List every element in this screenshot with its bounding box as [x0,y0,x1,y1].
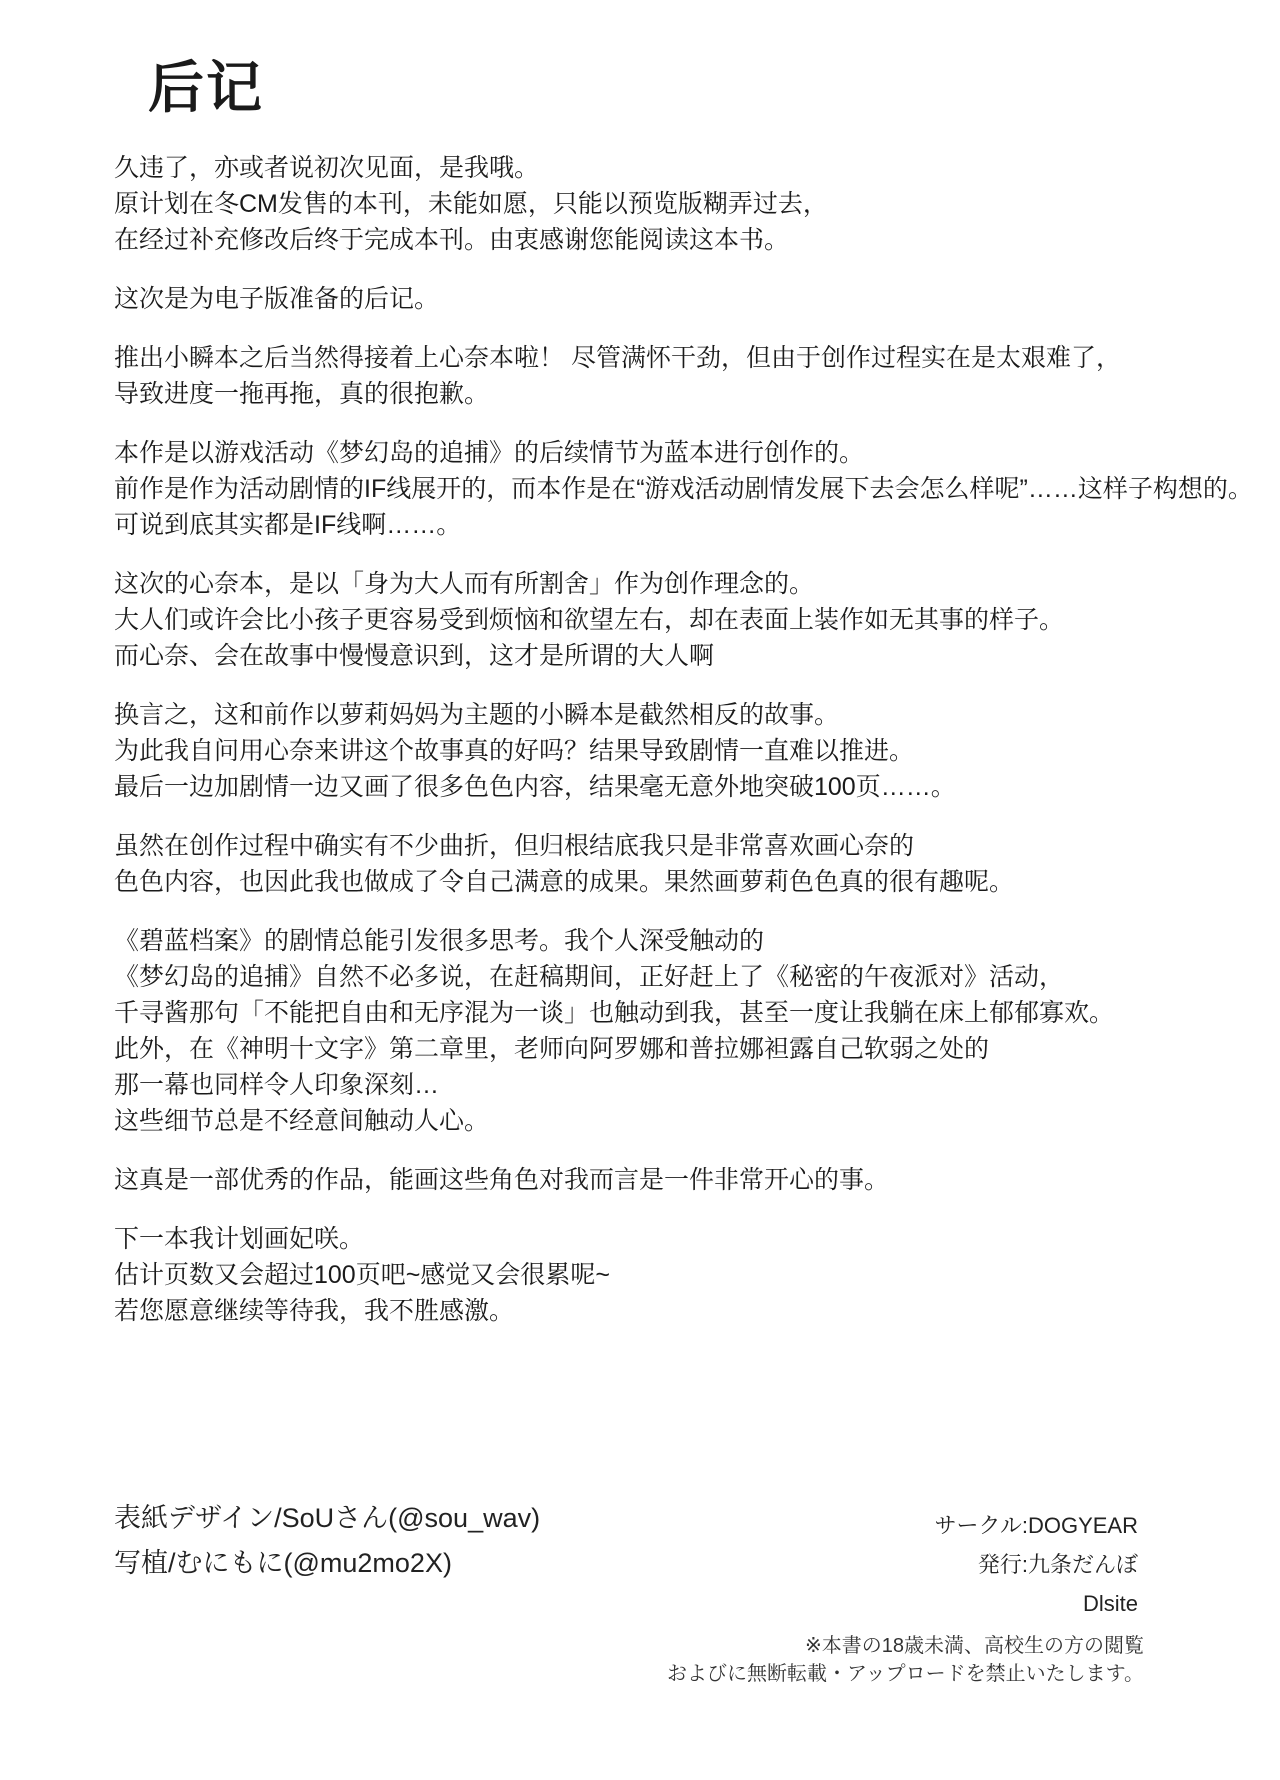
text-line: 这真是一部优秀的作品，能画这些角色对我而言是一件非常开心的事。 [114,1166,890,1194]
credits-left [114,1496,540,1586]
paragraph-contrast [114,697,1274,805]
text-line: 这次的心奈本，是以「身为大人而有所割舍」作为创作理念的。 [114,570,815,598]
paragraph-digital-edition [114,281,1274,317]
text-line: 那一幕也同样令人印象深刻… [114,1071,440,1099]
text-line: 推出小瞬本之后当然得接着上心奈本啦！ 尽管满怀干劲，但由于创作过程实在是太艰难了， [114,344,1121,372]
text-line: 为此我自问用心奈来讲这个故事真的好吗？结果导致剧情一直难以推进。 [114,737,915,765]
text-line: 这些细节总是不经意间触动人心。 [114,1107,490,1135]
publisher-credit: 発行:九条だんぼ [977,1552,1138,1577]
text-line: 换言之，这和前作以萝莉妈妈为主题的小瞬本是截然相反的故事。 [114,701,840,729]
afterword-body [114,150,1274,1352]
paragraph-praise [114,1162,1274,1198]
text-line: 虽然在创作过程中确实有不少曲折，但归根结底我只是非常喜欢画心奈的 [114,832,915,860]
circle-credit: サークル:DOGYEAR [934,1513,1138,1538]
disclaimer-line: およびに無断転載・アップロードを禁止いたします。 [667,1663,1144,1685]
text-line: 前作是作为活动剧情的IF线展开的，而本作是在“游戏活动剧情发展下去会怎么样呢”……这样子构想的。 [114,475,1253,503]
text-line: 最后一边加剧情一边又画了很多色色内容，结果毫无意外地突破100页……。 [114,773,956,801]
text-line: 这次是为电子版准备的后记。 [114,285,440,313]
text-line: 《碧蓝档案》的剧情总能引发很多思考。我个人深受触动的 [114,927,765,955]
typesetting-credit: 写植/むにもに(@mu2mo2X) [114,1548,452,1578]
text-line: 此外，在《神明十文字》第二章里，老师向阿罗娜和普拉娜袒露自己软弱之处的 [114,1035,990,1063]
text-line: 而心奈、会在故事中慢慢意识到，这才是所谓的大人啊 [114,642,715,670]
text-line: 导致进度一拖再拖，真的很抱歉。 [114,380,490,408]
text-line: 久违了，亦或者说初次见面，是我哦。 [114,154,540,182]
text-line: 《梦幻岛的追捕》自然不必多说，在赶稿期间，正好赶上了《秘密的午夜派对》活动， [114,963,1065,991]
text-line: 可说到底其实都是IF线啊……。 [114,511,462,539]
paragraph-next-book [114,1221,1274,1329]
store-credit: Dlsite [1082,1591,1138,1616]
paragraph-greeting [114,150,1274,258]
text-line: 若您愿意继续等待我，我不胜感激。 [114,1297,515,1325]
text-line: 在经过补充修改后终于完成本刊。由衷感谢您能阅读这本书。 [114,226,790,254]
paragraph-game-thoughts [114,923,1274,1139]
text-line: 色色内容，也因此我也做成了令自己满意的成果。果然画萝莉色色真的很有趣呢。 [114,868,1015,896]
cover-design-credit: 表紙デザイン/SoUさん(@sou_wav) [114,1503,541,1533]
text-line: 下一本我计划画妃咲。 [114,1225,365,1253]
paragraph-concept [114,566,1274,674]
paragraph-apology [114,340,1274,412]
age-disclaimer [667,1632,1144,1688]
paragraph-satisfaction [114,828,1274,900]
disclaimer-line: ※本書の18歳未満、高校生の方の閲覧 [804,1635,1144,1657]
text-line: 估计页数又会超过100页吧~感觉又会很累呢~ [114,1261,610,1289]
paragraph-story-basis [114,435,1274,543]
text-line: 千寻酱那句「不能把自由和无序混为一谈」也触动到我，甚至一度让我躺在床上郁郁寡欢。 [114,999,1115,1027]
credits-right [935,1506,1138,1623]
page-title: 后记 [148,56,264,119]
text-line: 原计划在冬CM发售的本刊，未能如愿，只能以预览版糊弄过去， [114,190,828,218]
text-line: 大人们或许会比小孩子更容易受到烦恼和欲望左右，却在表面上装作如无其事的样子。 [114,606,1065,634]
text-line: 本作是以游戏活动《梦幻岛的追捕》的后续情节为蓝本进行创作的。 [114,439,865,467]
